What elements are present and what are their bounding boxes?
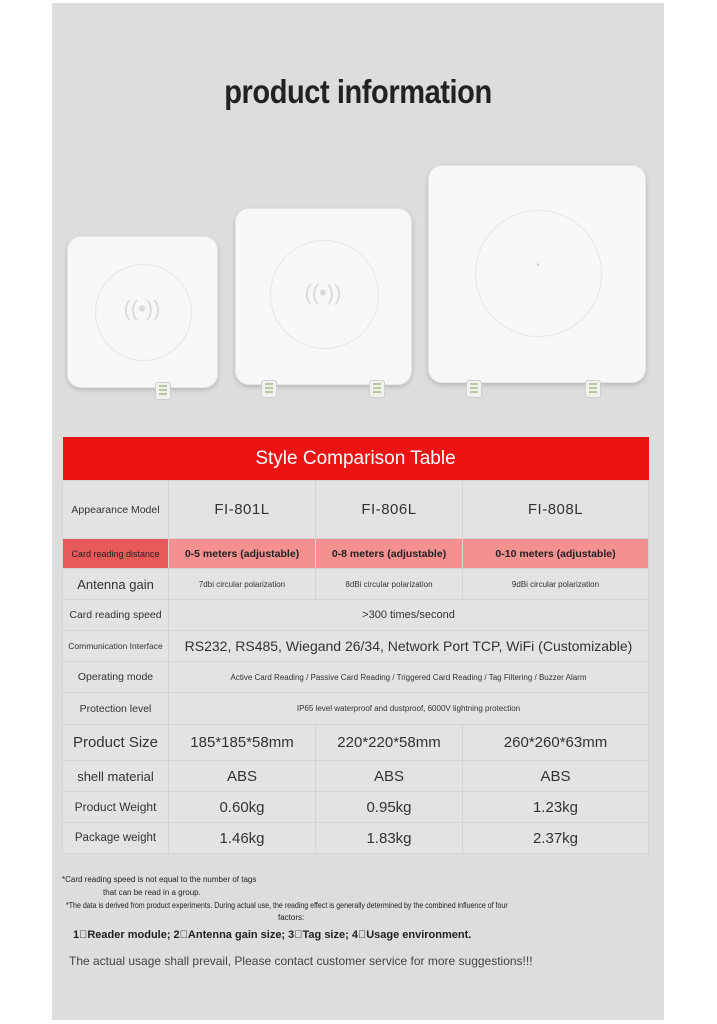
footer-note: The actual usage shall prevail, Please contact customer service for more suggestions!!! (69, 954, 533, 968)
row-label: Card reading distance (63, 539, 169, 569)
table-row (63, 631, 649, 662)
cell-value: 220*220*58mm (316, 725, 463, 761)
connector-icon (261, 380, 277, 398)
cell-value: 185*185*58mm (169, 725, 316, 761)
table-row (63, 569, 649, 600)
table-row (63, 539, 649, 569)
cell-value: IP65 level waterproof and dustproof, 6000V lightning protection (169, 693, 649, 725)
device-image-fi-801l (67, 236, 218, 388)
table-row (63, 481, 649, 539)
row-label: Appearance Model (63, 481, 169, 539)
note-factors: 1⃣Reader module; 2⃣Antenna gain size; 3⃣Tag size; 4⃣Usage environment. (73, 929, 472, 941)
cell-value: ABS (169, 761, 316, 792)
row-label: Operating mode (63, 662, 169, 693)
center-dot-icon: • (536, 260, 540, 271)
cell-value: 0.95kg (316, 792, 463, 823)
cell-value: 260*260*63mm (463, 725, 649, 761)
cell-value: 0-5 meters (adjustable) (169, 539, 316, 569)
cell-value: 1.46kg (169, 823, 316, 854)
cell-value: 0-10 meters (adjustable) (463, 539, 649, 569)
connector-icon (369, 380, 385, 398)
table-row (63, 662, 649, 693)
style-comparison-table (62, 437, 649, 854)
table-row (63, 761, 649, 792)
connector-icon (466, 380, 482, 398)
cell-value: 2.37kg (463, 823, 649, 854)
cell-value: 0-8 meters (adjustable) (316, 539, 463, 569)
row-label: Product Size (63, 725, 169, 761)
row-label: Communication Interface (63, 631, 169, 662)
row-label: shell material (63, 761, 169, 792)
cell-value: 1.23kg (463, 792, 649, 823)
cell-value: ABS (316, 761, 463, 792)
row-label: Card reading speed (63, 600, 169, 631)
cell-value: 1.83kg (316, 823, 463, 854)
table-row (63, 792, 649, 823)
note-data-line2: factors: (278, 913, 305, 922)
cell-value: FI-808L (463, 481, 649, 539)
table-row (63, 725, 649, 761)
cell-value: >300 times/second (169, 600, 649, 631)
row-label: Product Weight (63, 792, 169, 823)
rfid-wave-icon: ((•)) (123, 296, 161, 321)
connector-icon (585, 380, 601, 398)
cell-value: Active Card Reading / Passive Card Reading / Triggered Card Reading / Tag Filtering / Buzzer Alarm (169, 662, 649, 693)
cell-value: 8dBi circular polarization (316, 569, 463, 600)
table-header: Style Comparison Table (63, 437, 649, 481)
table-row (63, 600, 649, 631)
row-label: Antenna gain (63, 569, 169, 600)
note-speed-line2: that can be read in a group. (103, 888, 201, 897)
cell-value: ABS (463, 761, 649, 792)
rfid-wave-icon: ((•)) (304, 280, 342, 305)
note-speed-line1: *Card reading speed is not equal to the number of tags (62, 875, 257, 884)
device-image-fi-808l (428, 165, 646, 383)
cell-value: 0.60kg (169, 792, 316, 823)
cell-value: RS232, RS485, Wiegand 26/34, Network Port TCP, WiFi (Customizable) (169, 631, 649, 662)
row-label: Package weight (63, 823, 169, 854)
cell-value: FI-806L (316, 481, 463, 539)
cell-value: 9dBi circular polarization (463, 569, 649, 600)
device-ring (475, 210, 602, 337)
device-image-fi-806l (235, 208, 412, 385)
table-row (63, 693, 649, 725)
table-header-row (63, 437, 649, 481)
note-data-line1: *The data is derived from product experiments. During actual use, the reading effect is generally determined by the combined influence of four (66, 901, 508, 910)
table-row (63, 823, 649, 854)
cell-value: FI-801L (169, 481, 316, 539)
cell-value: 7dbi circular polarization (169, 569, 316, 600)
row-label: Protection level (63, 693, 169, 725)
connector-icon (155, 382, 171, 400)
page-title: product information (224, 73, 492, 110)
